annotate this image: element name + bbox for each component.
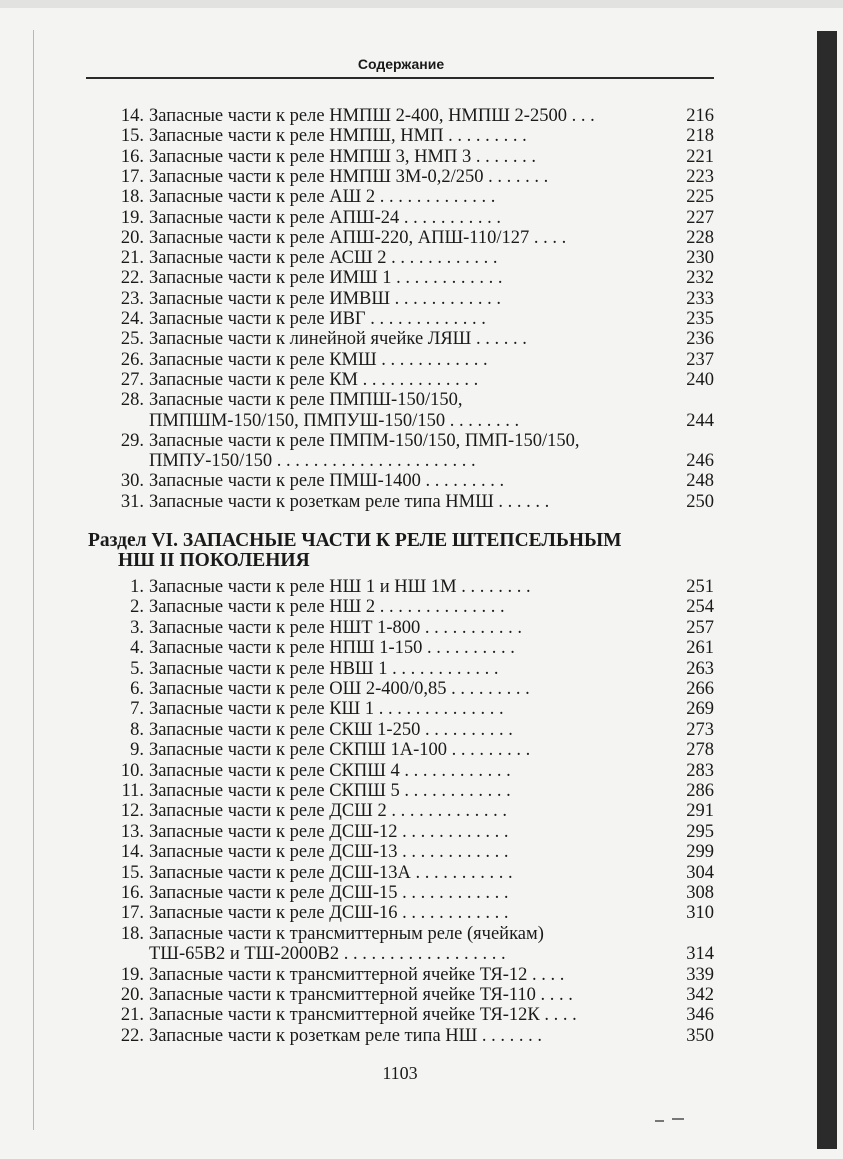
- toc-entry-page: 228: [686, 227, 714, 248]
- toc-entry-page: 286: [686, 781, 714, 801]
- toc-entry: [118, 147, 714, 167]
- toc-entry-title: Запасные части к реле ПМПШ-150/150,: [149, 390, 463, 411]
- toc-entry-title: Запасные части к линейной ячейке ЛЯШ . . . . . .: [149, 329, 527, 350]
- toc-entry: [118, 985, 714, 1005]
- toc-entry-page: 346: [686, 1005, 714, 1026]
- running-head: Содержание: [357, 56, 445, 72]
- toc-entry-number: 25.: [120, 329, 144, 350]
- toc-entry: [118, 431, 714, 451]
- toc-entry-number: 14.: [120, 842, 144, 863]
- toc-entry-number: 15.: [120, 862, 144, 883]
- toc-entry-number: 18.: [120, 923, 144, 944]
- toc-entry-page: 299: [686, 842, 714, 863]
- toc-entry-title: Запасные части к реле ДСШ-15 . . . . . . . . . . . .: [149, 883, 509, 903]
- toc-entry: [118, 268, 714, 288]
- toc-entry-page: 248: [686, 471, 714, 492]
- toc-entry-title: Запасные части к реле АПШ-24 . . . . . . . . . . .: [149, 207, 501, 228]
- toc-entry-number: 23.: [120, 288, 144, 309]
- toc-entry-title: Запасные части к реле НМПШ 3М-0,2/250 . . . . . . .: [149, 166, 549, 187]
- toc-entry-page: 216: [686, 106, 714, 126]
- toc-entry: [118, 659, 714, 679]
- toc-entry-number: 31.: [120, 491, 144, 512]
- toc-entry-number: 2.: [130, 597, 144, 618]
- toc-entry: [118, 390, 714, 410]
- toc-entry: [118, 1026, 714, 1046]
- toc-entry-number: 1.: [130, 577, 144, 597]
- toc-entry: [118, 309, 714, 329]
- toc-entry-page: 310: [686, 903, 714, 924]
- toc-entry: [118, 167, 714, 187]
- toc-entry-page: 227: [686, 207, 714, 228]
- toc-entry-title: Запасные части к реле ИМШ 1 . . . . . . . . . . . .: [149, 268, 503, 289]
- toc-entry-title: Запасные части к реле ОШ 2-400/0,85 . . . . . . . . .: [149, 679, 530, 699]
- toc-entry-title: ПМПШМ-150/150, ПМПУШ-150/150 . . . . . . . .: [149, 410, 520, 431]
- scan-smudge: [655, 1120, 664, 1122]
- toc-entry: [118, 471, 714, 491]
- toc-entry-number: 18.: [120, 187, 144, 208]
- toc-entry: [118, 370, 714, 390]
- binding-edge-line: [33, 30, 34, 1130]
- toc-entry: [118, 577, 714, 597]
- toc-entry: [118, 903, 714, 923]
- toc-entry: [118, 106, 714, 126]
- toc-entry-page: 263: [686, 658, 714, 679]
- toc-entry-number: 19.: [120, 207, 144, 228]
- toc-entry: [118, 451, 714, 471]
- toc-entry-page: 233: [686, 288, 714, 309]
- toc-entry-number: 21.: [120, 1005, 144, 1026]
- toc-entry-page: 250: [686, 491, 714, 512]
- toc-entry: [118, 597, 714, 617]
- toc-entry-title: Запасные части к реле КШ 1 . . . . . . . . . . . . . .: [149, 699, 504, 720]
- toc-entry: [118, 1005, 714, 1025]
- section-title-line1: Раздел VI. ЗАПАСНЫЕ ЧАСТИ К РЕЛЕ ШТЕПСЕЛЬНЫМ: [88, 530, 622, 551]
- toc-entry-page: 223: [686, 166, 714, 187]
- toc-entry-number: 6.: [130, 679, 144, 699]
- toc-entry-page: 291: [686, 801, 714, 822]
- toc-entry-page: 273: [686, 719, 714, 740]
- toc-entry-number: 16.: [120, 883, 144, 903]
- toc-entry: [118, 289, 714, 309]
- toc-entry-number: 27.: [120, 369, 144, 390]
- toc-entry: [118, 638, 714, 658]
- toc-entry-title: Запасные части к трансмиттерным реле (ячейкам): [149, 923, 544, 944]
- toc-entry-page: 235: [686, 309, 714, 329]
- toc-entry-title: Запасные части к трансмиттерной ячейке ТЯ-110 . . . .: [149, 985, 573, 1005]
- toc-entry-title: Запасные части к реле ПМПМ-150/150, ПМП-150/150,: [149, 430, 580, 451]
- toc-entry-number: 17.: [120, 166, 144, 187]
- toc-entry: [118, 740, 714, 760]
- toc-entry-number: 10.: [120, 760, 144, 781]
- toc-entry-page: 266: [686, 679, 714, 699]
- toc-entry-title: Запасные части к реле КМ . . . . . . . . . . . . .: [149, 369, 479, 390]
- toc-entry: [118, 801, 714, 821]
- toc-entry-page: 237: [686, 349, 714, 370]
- toc-entry-page: 251: [686, 577, 714, 597]
- toc-entry: [118, 350, 714, 370]
- toc-entry-number: 11.: [121, 781, 144, 801]
- toc-entry: [118, 720, 714, 740]
- toc-entry-page: 314: [686, 944, 714, 965]
- toc-entry: [118, 924, 714, 944]
- toc-entry-number: 21.: [120, 248, 144, 269]
- toc-entry-number: 7.: [130, 699, 144, 720]
- toc-entry-page: 254: [686, 597, 714, 618]
- toc-entry-title: Запасные части к реле КМШ . . . . . . . . . . . .: [149, 349, 488, 370]
- toc-entry-number: 28.: [120, 390, 144, 411]
- scan-smudge: [672, 1118, 684, 1120]
- toc-entry: [118, 842, 714, 862]
- toc-entry: [118, 679, 714, 699]
- toc-entry-page: 230: [686, 248, 714, 269]
- toc-entry: [118, 965, 714, 985]
- toc-entry-title: Запасные части к реле ДСШ-13А . . . . . . . . . . .: [149, 862, 513, 883]
- toc-entry-page: 339: [686, 964, 714, 985]
- toc-entry-title: Запасные части к реле НПШ 1-150 . . . . . . . . . .: [149, 638, 515, 659]
- toc-entry-title: Запасные части к реле НВШ 1 . . . . . . . . . . . .: [149, 658, 499, 679]
- toc-entry-page: 218: [686, 126, 714, 147]
- toc-entry-number: 5.: [130, 658, 144, 679]
- toc-entry-page: 221: [686, 146, 714, 167]
- toc-entry-number: 13.: [120, 821, 144, 842]
- toc-entry-page: 261: [686, 638, 714, 659]
- toc-entry-title: Запасные части к реле СКШ 1-250 . . . . . . . . . .: [149, 719, 513, 740]
- toc-entry-title: Запасные части к реле АСШ 2 . . . . . . . . . . . .: [149, 248, 498, 269]
- toc-entry-title: ПМПУ-150/150 . . . . . . . . . . . . . . . . . . . . . .: [149, 451, 476, 472]
- toc-entry-page: 246: [686, 451, 714, 472]
- toc-entry: [118, 618, 714, 638]
- section-title-line2: НШ II ПОКОЛЕНИЯ: [118, 550, 310, 571]
- toc-entry-page: 236: [686, 329, 714, 350]
- page-number: 1103: [382, 1063, 418, 1083]
- toc-entry-number: 16.: [120, 146, 144, 167]
- toc-entry-page: 232: [686, 268, 714, 289]
- toc-entry-page: 244: [686, 410, 714, 431]
- toc-entry-page: 278: [686, 740, 714, 761]
- toc-entry: [118, 761, 714, 781]
- toc-entry-number: 22.: [120, 1025, 144, 1046]
- toc-entry-page: 269: [686, 699, 714, 720]
- toc-entry-number: 20.: [120, 227, 144, 248]
- toc-entry: [118, 863, 714, 883]
- header-rule: [86, 77, 714, 79]
- toc-entry-number: 17.: [120, 903, 144, 924]
- toc-entry-title: ТШ-65В2 и ТШ-2000В2 . . . . . . . . . . . . . . . . . .: [149, 944, 506, 965]
- toc-entry: [118, 699, 714, 719]
- toc-entry-page: 342: [686, 985, 714, 1005]
- toc-entry-title: Запасные части к розеткам реле типа НМШ . . . . . .: [149, 491, 550, 512]
- toc-entry-number: 20.: [120, 985, 144, 1005]
- toc-entry-number: 19.: [120, 964, 144, 985]
- toc-entry-page: 308: [686, 883, 714, 903]
- toc-entry-page: 283: [686, 760, 714, 781]
- toc-entry: [118, 228, 714, 248]
- toc-entry-page: 350: [686, 1025, 714, 1046]
- toc-entry: [118, 329, 714, 349]
- toc-entry-number: 8.: [130, 719, 144, 740]
- toc-entry-title: Запасные части к трансмиттерной ячейке ТЯ-12 . . . .: [149, 964, 565, 985]
- toc-entry-title: Запасные части к реле НМПШ 2-400, НМПШ 2-2500 . . .: [149, 106, 595, 126]
- toc-entry-number: 29.: [120, 430, 144, 451]
- toc-entry-title: Запасные части к реле ПМШ-1400 . . . . . . . . .: [149, 471, 505, 492]
- toc-entry: [118, 187, 714, 207]
- toc-entry: [118, 822, 714, 842]
- toc-entry-title: Запасные части к реле ДСШ 2 . . . . . . . . . . . . .: [149, 801, 507, 822]
- toc-entry-page: 240: [686, 369, 714, 390]
- toc-entry-title: Запасные части к реле ИМВШ . . . . . . . . . . . .: [149, 288, 502, 309]
- toc-entry-number: 30.: [120, 471, 144, 492]
- toc-entry-page: 295: [686, 821, 714, 842]
- toc-entry-number: 24.: [120, 309, 144, 329]
- toc-entry-title: Запасные части к трансмиттерной ячейке ТЯ-12К . . . .: [149, 1005, 577, 1026]
- toc-entry-title: Запасные части к реле АШ 2 . . . . . . . . . . . . .: [149, 187, 496, 208]
- toc-entry-number: 15.: [120, 126, 144, 147]
- toc-entry-title: Запасные части к реле АПШ-220, АПШ-110/127 . . . .: [149, 227, 567, 248]
- toc-entry-number: 4.: [130, 638, 144, 659]
- toc-entry-title: Запасные части к реле НМПШ, НМП . . . . . . . . .: [149, 126, 527, 147]
- toc-entry: [118, 883, 714, 903]
- toc-entry-title: Запасные части к реле НШТ 1-800 . . . . . . . . . . .: [149, 617, 523, 638]
- toc-entry-number: 12.: [120, 801, 144, 822]
- toc-entry-title: Запасные части к реле НШ 2 . . . . . . . . . . . . . .: [149, 597, 505, 618]
- scan-dark-edge: [817, 31, 837, 1149]
- toc-entry: [118, 781, 714, 801]
- toc-entry-page: 257: [686, 617, 714, 638]
- toc-entry-title: Запасные части к розеткам реле типа НШ . . . . . . .: [149, 1025, 543, 1046]
- toc-entry-title: Запасные части к реле ДСШ-16 . . . . . . . . . . . .: [149, 903, 509, 924]
- toc-entry: [118, 411, 714, 431]
- toc-entry-title: Запасные части к реле ДСШ-12 . . . . . . . . . . . .: [149, 821, 509, 842]
- scan-top-edge: [0, 0, 843, 8]
- toc-entry-page: 304: [686, 862, 714, 883]
- toc-entry-number: 22.: [120, 268, 144, 289]
- toc-entry: [118, 248, 714, 268]
- toc-entry-number: 26.: [120, 349, 144, 370]
- toc-entry: [118, 126, 714, 146]
- toc-entry: [118, 944, 714, 964]
- toc-entry-number: 9.: [130, 740, 144, 761]
- toc-entry-title: Запасные части к реле НШ 1 и НШ 1М . . . . . . . .: [149, 577, 531, 597]
- toc-entry-title: Запасные части к реле СКПШ 5 . . . . . . . . . . . .: [149, 781, 511, 801]
- toc-entry-number: 3.: [130, 617, 144, 638]
- toc-entry-title: Запасные части к реле НМПШ 3, НМП 3 . . . . . . .: [149, 146, 536, 167]
- toc-entry-title: Запасные части к реле ИВГ . . . . . . . . . . . . .: [149, 309, 486, 329]
- toc-entry-number: 14.: [120, 106, 144, 126]
- toc-entry-title: Запасные части к реле СКПШ 4 . . . . . . . . . . . .: [149, 760, 511, 781]
- toc-entry-page: 225: [686, 187, 714, 208]
- toc-entry: [118, 492, 714, 512]
- toc-entry-title: Запасные части к реле ДСШ-13 . . . . . . . . . . . .: [149, 842, 509, 863]
- toc-entry-title: Запасные части к реле СКПШ 1А-100 . . . . . . . . .: [149, 740, 531, 761]
- toc-entry: [118, 208, 714, 228]
